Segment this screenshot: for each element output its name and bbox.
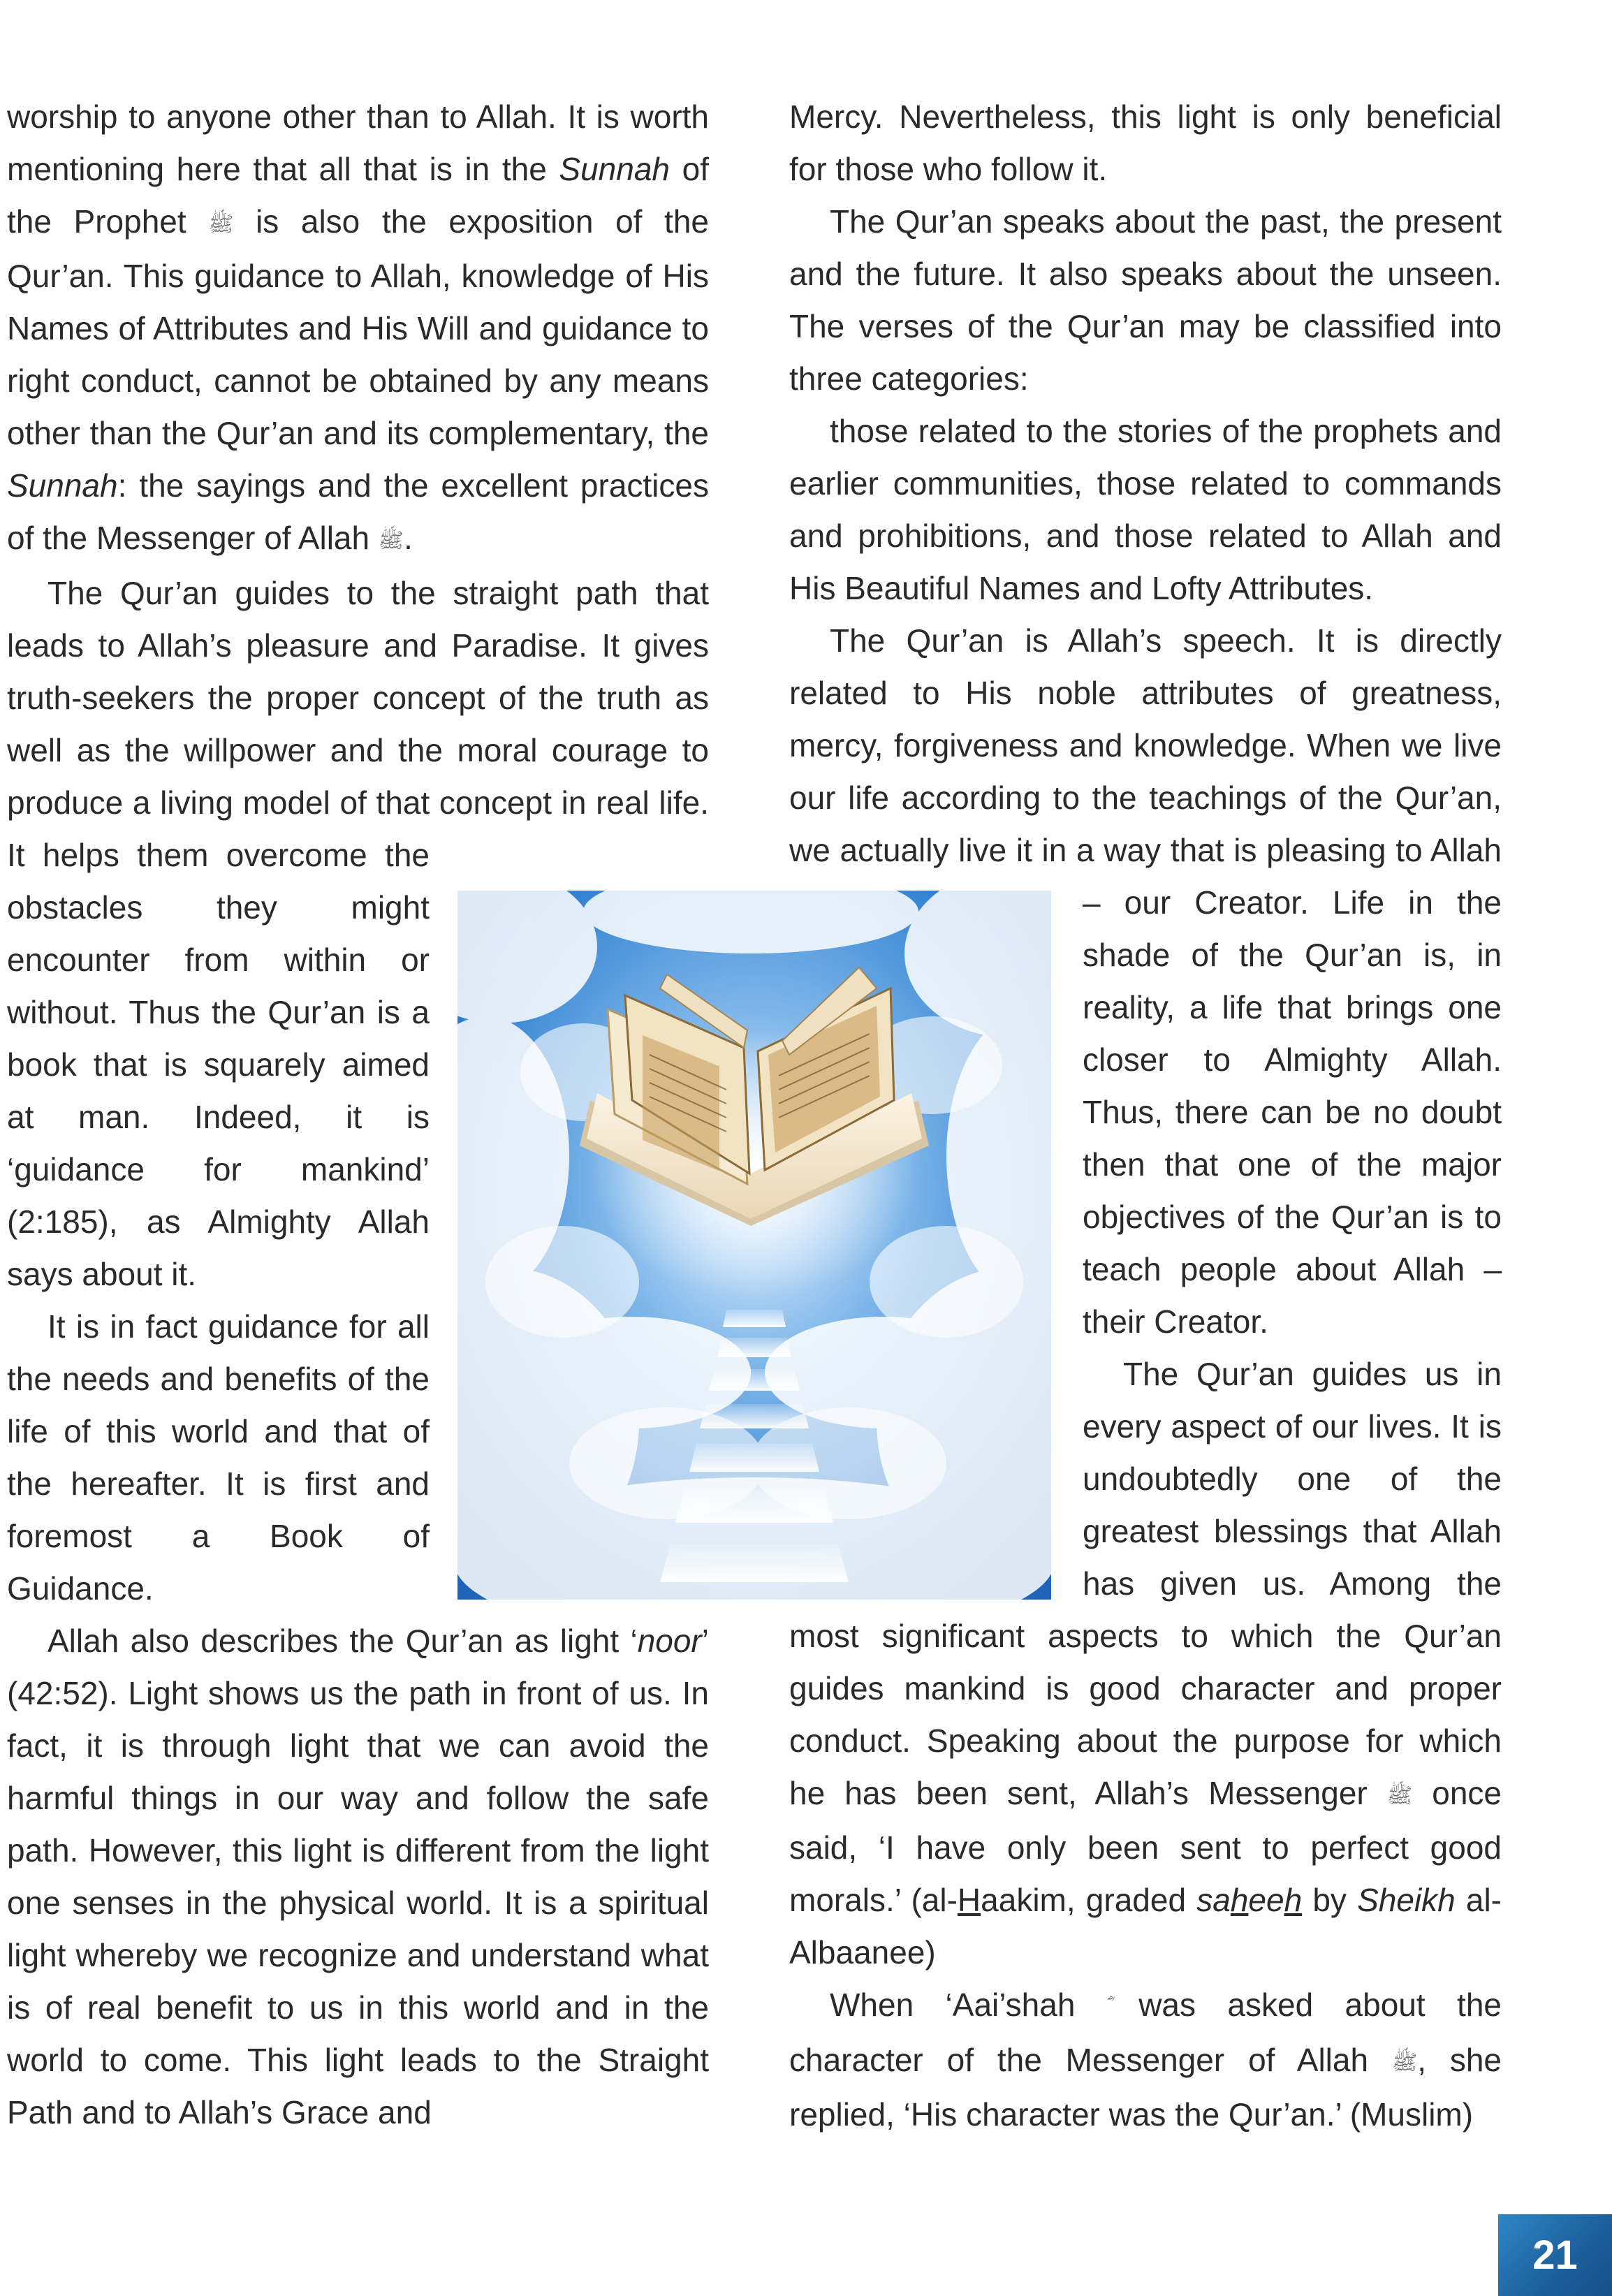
text-run: When ‘Aai’shah — [830, 1987, 1107, 2024]
text-run: worship to anyone other than to Allah. It is worth mentioning here that all that is in the — [7, 98, 709, 187]
underlined-letter: H — [957, 1882, 981, 1919]
honorific-symbol: ﷺ — [1391, 2050, 1418, 2075]
text-run: The Qur’an speaks about the past, the present and the future. It also speaks about the unseen. The verses of the Qur’an may be classified into three categories: — [789, 203, 1502, 397]
text-run: was asked about the character of the Messenger of Allah — [789, 1987, 1502, 2078]
paragraph-6 — [789, 1979, 1502, 2141]
text-run: those related to the stories of the prophets and earlier communities, those related to commands and prohibitions, and those related to Allah and His Beautiful Names and Lofty Attributes. — [789, 413, 1502, 606]
text-run: ee — [1248, 1882, 1284, 1919]
text-run: Mercy. Nevertheless, this light is only beneficial for those who follow it. — [789, 98, 1502, 187]
text-run: It is in fact guidance for all the needs and benefits of the life of this world and that of the hereafter. It is first and foremost a Book of Guidance. — [7, 1308, 430, 1607]
italic-term: noor — [637, 1622, 702, 1659]
text-run: al-Albaanee) — [789, 1882, 1502, 1971]
text-run: sa — [1196, 1882, 1231, 1919]
underlined-letter: h — [1284, 1882, 1303, 1919]
page-number: 21 — [1532, 2232, 1578, 2278]
image-wrap-spacer — [430, 877, 709, 1600]
text-run: : the sayings and the excellent practices of the Messenger of Allah — [7, 467, 709, 557]
italic-term: Sunnah — [7, 467, 118, 504]
text-run: . — [404, 520, 413, 557]
italic-term — [1196, 1882, 1302, 1918]
paragraph-1 — [789, 91, 1502, 196]
text-run: The Qur’an guides us in every aspect of our lives. It is undoubtedly one of the greatest blessings that Allah has given us. Among the most significant aspects to which the Qur’an guides mankind is good character and proper conduct. Speaking about the purpose for which he has been sent, Allah’s Messenger — [789, 1356, 1502, 1811]
text-run: , she replied, ‘His character was the Qur’an.’ (Muslim) — [789, 2041, 1502, 2133]
text-run: The Qur’an guides to the straight path that leads to Allah’s pleasure and Paradise. It gives truth-seekers the proper concept of the truth as well as the willpower and the moral courage to produce a living model of that concept in real life. It helps them overcome the obstacles they might encounter from within or without. Thus the Qur’an is a book that is squarely aimed at man. Indeed, it is ‘guidance for mankind’ (2:185), as Almighty Allah says about it. — [7, 574, 709, 1292]
right-text-flow — [789, 91, 1502, 2141]
text-run: ’ (42:52). Light shows us the path in front of us. In fact, it is through light that we can avoid the harmful things in our way and follow the safe path. However, this light is different from the light one senses in the physical world. It is a spiritual light whereby we recognize and understand what is of real benefit to us in this world and in the world to come. This light leads to the Straight Path and to Allah’s Grace and — [7, 1622, 709, 2130]
page-number-tab — [1498, 2214, 1612, 2296]
honorific-symbol: ﷺ — [1386, 1783, 1413, 1808]
paragraph-1 — [7, 91, 709, 567]
italic-term: Sunnah — [559, 151, 671, 187]
paragraph-2 — [789, 196, 1502, 405]
left-text-flow — [7, 91, 709, 2139]
text-run: aakim, graded — [981, 1882, 1197, 1919]
paragraph-4 — [7, 1615, 709, 2139]
underlined-letter: h — [1230, 1882, 1249, 1919]
image-wrap-spacer — [789, 877, 1083, 1600]
text-run: The Qur’an is Allah’s speech. It is directly related to His noble attributes of greatness, mercy, forgiveness and knowledge. When we live our life according to the teachings of the Qur’an, we actually live it in a way that is pleasing to Allah – our Creator. Life in the shade of the Qur’an is, in reality, a life that brings one closer to Almighty Allah. Thus, there can be no doubt then that one of the major objectives of the Qur’an is to teach people about Allah – their Creator. — [789, 622, 1502, 1340]
text-run: of the Prophet — [7, 151, 709, 240]
honorific-symbol: ﷺ — [208, 212, 234, 237]
italic-term: Sheikh — [1357, 1882, 1456, 1919]
text-run: once said, ‘I have only been sent to perfect good morals.’ (al- — [789, 1775, 1502, 1919]
text-run: by — [1302, 1882, 1358, 1919]
text-run: is also the exposition of the Qur’an. This guidance to Allah, knowledge of His Names of Attributes and His Will and guidance to right conduct, cannot be obtained by any means other than the Qur’an and its complementary, the — [7, 203, 709, 452]
honorific-symbol: ﷺ — [378, 528, 404, 553]
text-run: Allah also describes the Qur’an as light ‘ — [47, 1622, 638, 1659]
paragraph-3 — [789, 405, 1502, 615]
